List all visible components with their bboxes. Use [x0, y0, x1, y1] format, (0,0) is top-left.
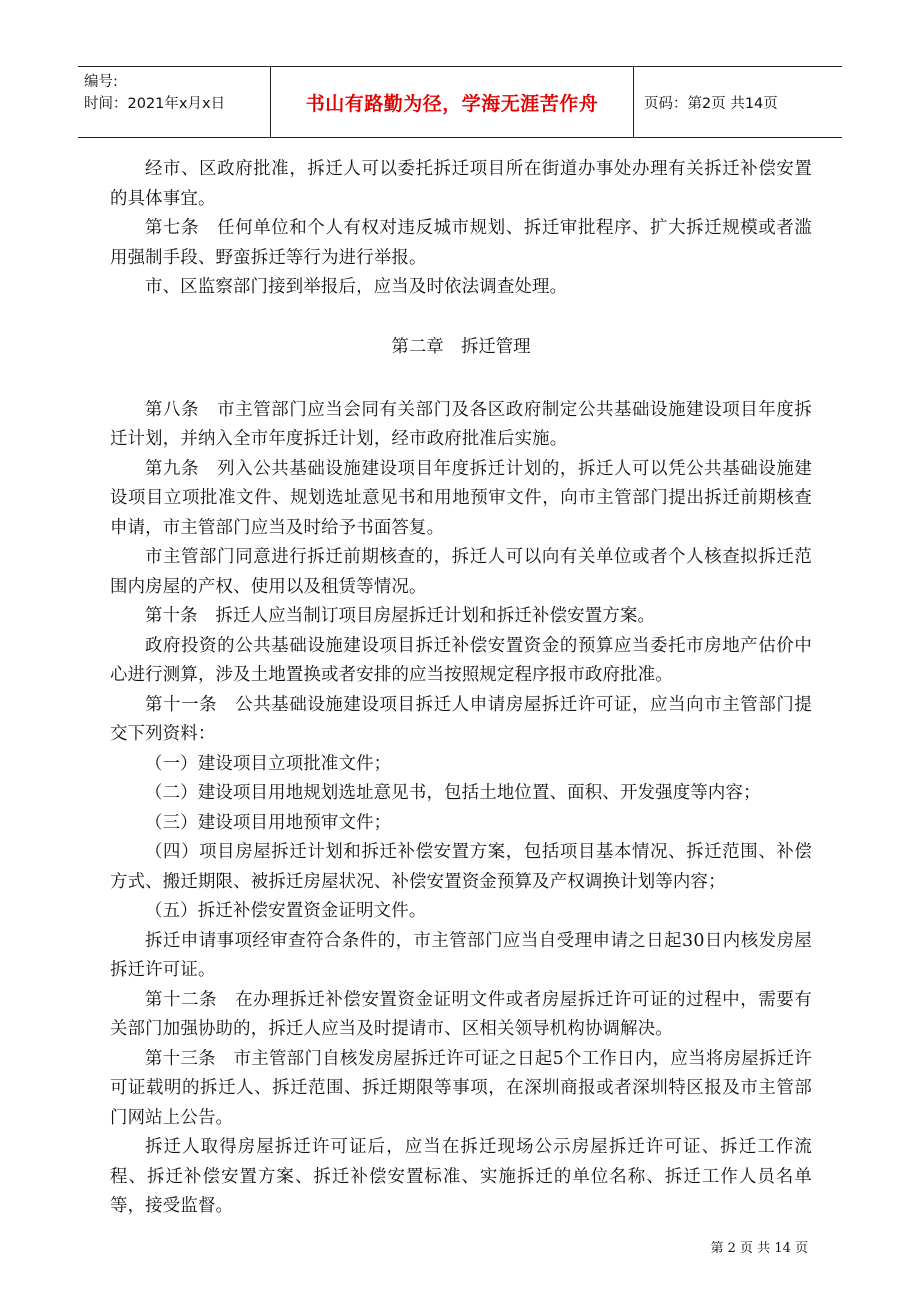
paragraph: 第八条 市主管部门应当会同有关部门及各区政府制定公共基础设施建设项目年度拆迁计划，并纳入全市年度拆迁计划，经市政府批准后实施。 [110, 399, 812, 449]
paragraph: 拆迁人取得房屋拆迁许可证后，应当在拆迁现场公示房屋拆迁许可证、拆迁工作流程、拆迁补偿安置方案、拆迁补偿安置标准、实施拆迁的单位名称、拆迁工作人员名单等，接受监督。 [110, 1137, 812, 1216]
list-item: （三）建设项目用地预审文件； [145, 812, 392, 833]
paragraph: 市、区监察部门接到举报后，应当及时依法调查处理。 [145, 277, 568, 297]
list-item: （一）建设项目立项批准文件； [145, 753, 392, 774]
paragraph: 拆迁申请事项经审查符合条件的，市主管部门应当自受理申请之日起30日内核发房屋拆迁许可证。 [110, 930, 812, 980]
paragraph: 经市、区政府批准，拆迁人可以委托拆迁项目所在街道办事处办理有关拆迁补偿安置的具体事宜。 [110, 159, 812, 209]
header-motto: 书山有路勤为径，学海无涯苦作舟 [271, 67, 634, 137]
document-body [110, 155, 812, 1222]
paragraph: 第十条 拆迁人应当制订项目房屋拆迁计划和拆迁补偿安置方案。 [145, 606, 656, 626]
paragraph: 第七条 任何单位和个人有权对违反城市规划、拆迁审批程序、扩大拆迁规模或者滥用强制手段、野蛮拆迁等行为进行举报。 [110, 218, 812, 268]
document-number-label: 编号: [84, 74, 118, 90]
page-header [78, 66, 842, 138]
page-footer: 第 2 页 共 14 页 [710, 1241, 808, 1256]
paragraph: 政府投资的公共基础设施建设项目拆迁补偿安置资金的预算应当委托市房地产估价中心进行测算，涉及土地置换或者安排的应当按照规定程序报市政府批准。 [110, 635, 812, 685]
paragraph: 第十三条 市主管部门自核发房屋拆迁许可证之日起5个工作日内，应当将房屋拆迁许可证载明的拆迁人、拆迁范围、拆迁期限等事项，在深圳商报或者深圳特区报及市主管部门网站上公告。 [110, 1048, 812, 1128]
paragraph: 第十一条 公共基础设施建设项目拆迁人申请房屋拆迁许可证，应当向市主管部门提交下列资料： [110, 694, 812, 744]
list-item: （二）建设项目用地规划选址意见书，包括土地位置、面积、开发强度等内容； [145, 783, 761, 803]
list-item: （五）拆迁补偿安置资金证明文件。 [145, 901, 427, 921]
list-item: （四）项目房屋拆迁计划和拆迁补偿安置方案，包括项目基本情况、拆迁范围、补偿方式、搬迁期限、被拆迁房屋状况、补偿安置资金预算及产权调换计划等内容； [110, 842, 812, 892]
header-page-number: 页码：第2页 共14页 [644, 95, 778, 112]
document-time-label: 时间：2021年x月x日 [84, 96, 226, 112]
chapter-title: 第二章 拆迁管理 [391, 336, 531, 357]
paragraph: 市主管部门同意进行拆迁前期核查的，拆迁人可以向有关单位或者个人核查拟拆迁范围内房屋的产权、使用以及租赁等情况。 [110, 547, 812, 597]
header-meta [78, 67, 271, 137]
paragraph: 第十二条 在办理拆迁补偿安置资金证明文件或者房屋拆迁许可证的过程中，需要有关部门加强协助的，拆迁人应当及时提请市、区相关领导机构协调解决。 [110, 989, 812, 1039]
paragraph: 第九条 列入公共基础设施建设项目年度拆迁计划的，拆迁人可以凭公共基础设施建设项目立项批准文件、规划选址意见书和用地预审文件，向市主管部门提出拆迁前期核查申请，市主管部门应当及时给予书面答复。 [110, 458, 812, 538]
